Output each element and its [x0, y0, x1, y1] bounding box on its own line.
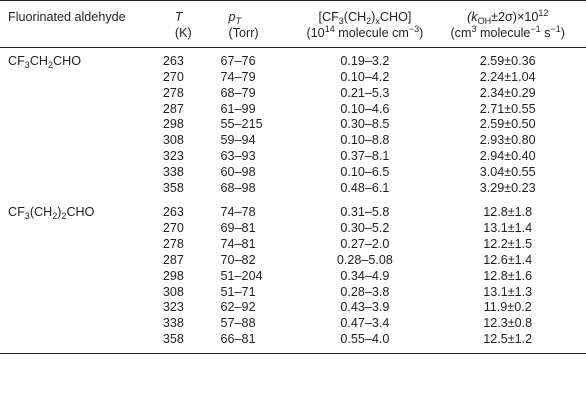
table-row [0, 47, 586, 69]
cell-k: 11.9±0.2 [483, 300, 532, 315]
cell-T: 308 [162, 133, 184, 148]
cell-p: 74–78 [220, 204, 256, 219]
cell-k: 2.24±1.04 [479, 69, 536, 84]
table-row [0, 149, 586, 165]
table-row [0, 70, 586, 86]
group-cf3ch2cho [0, 47, 586, 205]
aldehyde-name: $CF_3(CH_2)_2CHO$ [8, 204, 95, 221]
cell-T: 278 [162, 236, 184, 251]
cell-p: 70–82 [220, 252, 256, 267]
header-aldehyde: Fluorinated aldehyde [8, 10, 126, 24]
header-pressure-unit: (Torr) [228, 25, 259, 40]
cell-k: 2.59±0.50 [479, 117, 536, 132]
cell-p: 60–98 [220, 165, 256, 180]
cell-p: 57–88 [220, 316, 256, 331]
table-row [0, 300, 586, 316]
cell-conc: 0.37–8.1 [340, 149, 390, 164]
cell-T: 270 [162, 220, 184, 235]
table-row [0, 102, 586, 118]
header-rate-coefficient-unit: ($cm^3$ molecule$^{-1}$ $s^{-1}$) [450, 23, 565, 40]
table-row [0, 86, 586, 102]
cell-conc: 0.30–8.5 [340, 117, 390, 132]
cell-p: 74–81 [220, 236, 256, 251]
cell-k: 12.8±1.6 [483, 268, 533, 283]
cell-conc: 0.28–5.08 [336, 252, 393, 267]
cell-k: 3.29±0.23 [479, 181, 536, 196]
cell-conc: 0.28–3.8 [340, 284, 390, 299]
cell-T: 323 [162, 149, 184, 164]
cell-T: 298 [162, 268, 184, 283]
header-row-labels [0, 1, 586, 26]
header-pressure: $p_T$ [228, 10, 242, 26]
cell-conc: 0.10–8.8 [340, 133, 390, 148]
cell-T: 358 [162, 332, 184, 347]
cell-p: 61–99 [220, 101, 256, 116]
cell-p: 69–81 [220, 220, 256, 235]
cell-T: 308 [162, 284, 184, 299]
cell-T: 298 [162, 117, 184, 132]
cell-conc: 0.55–4.0 [340, 332, 390, 347]
cell-k: 2.34±0.29 [479, 85, 536, 100]
cell-conc: 0.34–4.9 [340, 268, 390, 283]
cell-T: 287 [162, 101, 184, 116]
cell-p: 74–79 [220, 69, 256, 84]
cell-p: 66–81 [220, 332, 256, 347]
cell-p: 63–93 [220, 149, 256, 164]
cell-conc: 0.21–5.3 [340, 85, 390, 100]
cell-conc: 0.47–3.4 [340, 316, 390, 331]
group-cf3ch2ch2cho [0, 205, 586, 354]
header-temperature: T [174, 10, 183, 24]
cell-k: 2.93±0.80 [479, 133, 536, 148]
table-row [0, 237, 586, 253]
aldehyde-name: $CF_3CH_2CHO$ [8, 53, 82, 70]
table-row [0, 269, 586, 285]
cell-T: 263 [162, 204, 184, 219]
cell-k: 12.2±1.5 [483, 236, 533, 251]
table-row [0, 316, 586, 332]
header-row-units [0, 26, 586, 47]
table-row [0, 181, 586, 205]
cell-p: 62–92 [220, 300, 256, 315]
header-temperature-unit: (K) [174, 25, 192, 40]
cell-k: 13.1±1.3 [483, 284, 533, 299]
table-row [0, 165, 586, 181]
table-row [0, 133, 586, 149]
cell-conc: 0.31–5.8 [340, 204, 390, 219]
cell-T: 338 [162, 316, 184, 331]
cell-T: 323 [162, 300, 184, 315]
header-concentration-unit: ($10^{14}$ molecule $cm^{-3}$) [306, 23, 424, 40]
cell-k: 12.8±1.8 [483, 204, 533, 219]
cell-conc: 0.27–2.0 [340, 236, 390, 251]
cell-k: 13.1±1.4 [483, 220, 533, 235]
cell-p: 51–204 [220, 268, 263, 283]
cell-k: 2.71±0.55 [479, 101, 536, 116]
table-row [0, 221, 586, 237]
cell-p: 68–98 [220, 181, 256, 196]
cell-k: 12.6±1.4 [483, 252, 533, 267]
cell-conc: 0.43–3.9 [340, 300, 390, 315]
cell-T: 270 [162, 69, 184, 84]
cell-k: 2.94±0.40 [479, 149, 536, 164]
header-concentration: $[CF_3(CH_2)_xCHO]$ [318, 10, 412, 26]
cell-k: 12.3±0.8 [483, 316, 533, 331]
cell-p: 55–215 [220, 117, 263, 132]
cell-p: 68–79 [220, 85, 256, 100]
cell-T: 278 [162, 85, 184, 100]
cell-T: 287 [162, 252, 184, 267]
cell-conc: 0.10–4.6 [340, 101, 390, 116]
cell-k: 12.5±1.2 [483, 332, 533, 347]
header-rate-coefficient: $(k_{OH}\pm 2\sigma)\times 10^{12}$ [467, 8, 549, 26]
cell-T: 358 [162, 181, 184, 196]
cell-conc: 0.10–4.2 [340, 69, 390, 84]
table-row [0, 117, 586, 133]
cell-conc: 0.10–6.5 [340, 165, 390, 180]
cell-p: 51–71 [220, 284, 256, 299]
cell-k: 3.04±0.55 [479, 165, 536, 180]
cell-k: 2.59±0.36 [479, 53, 536, 68]
cell-p: 67–76 [220, 53, 256, 68]
cell-conc: 0.30–5.2 [340, 220, 390, 235]
cell-conc: 0.19–3.2 [340, 53, 390, 68]
table-row [0, 332, 586, 353]
cell-T: 263 [162, 53, 184, 68]
table-header [0, 1, 586, 48]
cell-T: 338 [162, 165, 184, 180]
table-row [0, 253, 586, 269]
table-row [0, 205, 586, 221]
table-row [0, 285, 586, 301]
cell-p: 59–94 [220, 133, 256, 148]
cell-conc: 0.48–6.1 [340, 181, 390, 196]
